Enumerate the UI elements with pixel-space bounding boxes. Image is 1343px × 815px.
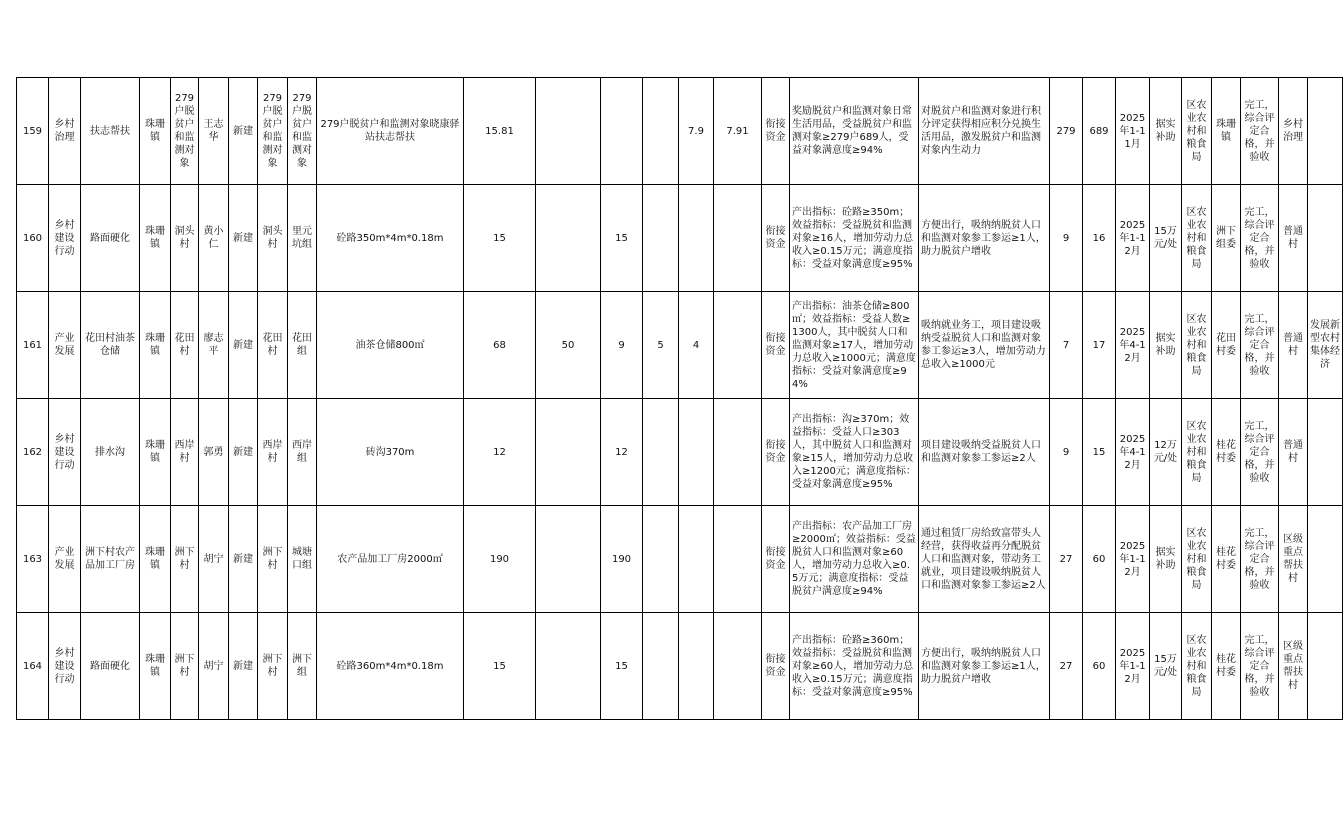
location-village-cell: 西岸村 (258, 399, 288, 506)
location-village-cell: 洞头村 (258, 185, 288, 292)
households-cell: 9 (1050, 185, 1083, 292)
location-village-cell: 洲下村 (258, 506, 288, 613)
performance-goal-cell: 奖励脱贫户和监测对象日常生活用品，受益脱贫户和监测对象≥279户689人，受益对象满意度≥94% (790, 78, 919, 185)
town-cell: 珠珊镇 (140, 185, 171, 292)
content-cell: 农产品加工厂房2000㎡ (317, 506, 464, 613)
village-cell: 洞头村 (171, 185, 199, 292)
village-type-cell: 普通村 (1279, 399, 1308, 506)
fund-cell-5: 7.91 (714, 78, 762, 185)
fund-cell-2: 15 (601, 613, 643, 720)
fund-cell-3: 5 (643, 292, 679, 399)
nature-cell: 新建 (229, 185, 258, 292)
content-cell: 砼路350m*4m*0.18m (317, 185, 464, 292)
category-cell: 产业发展 (49, 506, 81, 613)
project-table (16, 77, 1343, 720)
location-group-cell: 洲下组 (288, 613, 317, 720)
performance-goal-cell: 产出指标：砼路≥360m；效益指标：受益脱贫和监测对象≥60人，增加劳动力总收入≥0.15万元；满意度指标：受益对象满意度≥95% (790, 613, 919, 720)
fund-cell-1 (536, 506, 601, 613)
fund-cell-5 (714, 506, 762, 613)
fund-cell-3 (643, 399, 679, 506)
remark-cell (1308, 506, 1343, 613)
fund-cell-5 (714, 185, 762, 292)
category-cell: 乡村建设行动 (49, 399, 81, 506)
acceptance-cell: 完工，综合评定合格，并验收 (1241, 613, 1279, 720)
persons-cell: 17 (1083, 292, 1116, 399)
village-cell: 洲下村 (171, 613, 199, 720)
fund-cell-3 (643, 78, 679, 185)
benefit-mechanism-cell: 方便出行，吸纳纳脱贫人口和监测对象参工参运≥1人，助力脱贫户增收 (919, 613, 1050, 720)
row-number-cell: 161 (17, 292, 49, 399)
persons-cell: 689 (1083, 78, 1116, 185)
location-village-cell: 洲下村 (258, 613, 288, 720)
leader-cell: 廖志平 (199, 292, 229, 399)
content-cell: 砖沟370m (317, 399, 464, 506)
department-cell: 区农业农村和粮食局 (1182, 78, 1212, 185)
fund-cell-4 (679, 185, 714, 292)
persons-cell: 60 (1083, 506, 1116, 613)
table-row (17, 185, 1343, 292)
table-row (17, 292, 1343, 399)
benefit-mechanism-cell: 方便出行，吸纳纳脱贫人口和监测对象参工参运≥1人，助力脱贫户增收 (919, 185, 1050, 292)
table-row (17, 399, 1343, 506)
leader-cell: 黄小仁 (199, 185, 229, 292)
department-cell: 区农业农村和粮食局 (1182, 399, 1212, 506)
fund-cell-4: 4 (679, 292, 714, 399)
period-cell: 2025年1-12月 (1116, 613, 1150, 720)
total-investment-cell: 15 (464, 185, 536, 292)
location-village-cell: 花田村 (258, 292, 288, 399)
town-cell: 珠珊镇 (140, 506, 171, 613)
project-name-cell: 路面硬化 (81, 613, 140, 720)
total-investment-cell: 15 (464, 613, 536, 720)
acceptance-cell: 完工，综合评定合格，并验收 (1241, 292, 1279, 399)
fund-cell-2: 12 (601, 399, 643, 506)
town-cell: 珠珊镇 (140, 292, 171, 399)
project-name-cell: 路面硬化 (81, 185, 140, 292)
location-group-cell: 花田组 (288, 292, 317, 399)
village-cell: 279户脱贫户和监测对象 (171, 78, 199, 185)
project-name-cell: 花田村油茶仓储 (81, 292, 140, 399)
benefit-mechanism-cell: 项目建设吸纳受益脱贫人口和监测对象参工参运≥2人 (919, 399, 1050, 506)
location-group-cell: 里元坑组 (288, 185, 317, 292)
town-cell: 珠珊镇 (140, 78, 171, 185)
fund-source-cell: 衔接资金 (762, 78, 790, 185)
owner-cell: 桂花村委 (1212, 506, 1241, 613)
project-name-cell: 扶志帮扶 (81, 78, 140, 185)
department-cell: 区农业农村和粮食局 (1182, 185, 1212, 292)
table-row (17, 78, 1343, 185)
households-cell: 9 (1050, 399, 1083, 506)
fund-cell-1 (536, 613, 601, 720)
remark-cell (1308, 613, 1343, 720)
project-name-cell: 排水沟 (81, 399, 140, 506)
department-cell: 区农业农村和粮食局 (1182, 613, 1212, 720)
subsidy-standard-cell: 15万元/处 (1150, 613, 1182, 720)
fund-cell-1: 50 (536, 292, 601, 399)
leader-cell: 胡宁 (199, 613, 229, 720)
fund-cell-2: 190 (601, 506, 643, 613)
table-row (17, 506, 1343, 613)
fund-cell-5 (714, 399, 762, 506)
fund-source-cell: 衔接资金 (762, 506, 790, 613)
subsidy-standard-cell: 12万元/处 (1150, 399, 1182, 506)
fund-cell-1 (536, 399, 601, 506)
performance-goal-cell: 产出指标：沟≥370m；效益指标：受益人口≥303人，其中脱贫人口和监测对象≥15人，增加劳动力总收入≥1200元；满意度指标：受益对象满意度≥95% (790, 399, 919, 506)
leader-cell: 王志华 (199, 78, 229, 185)
acceptance-cell: 完工，综合评定合格，并验收 (1241, 78, 1279, 185)
village-type-cell: 区级重点帮扶村 (1279, 613, 1308, 720)
content-cell: 油茶仓储800㎡ (317, 292, 464, 399)
nature-cell: 新建 (229, 613, 258, 720)
fund-source-cell: 衔接资金 (762, 292, 790, 399)
fund-cell-2: 9 (601, 292, 643, 399)
owner-cell: 花田村委 (1212, 292, 1241, 399)
location-group-cell: 279户脱贫户和监测对象 (288, 78, 317, 185)
subsidy-standard-cell: 据实补助 (1150, 292, 1182, 399)
fund-cell-4 (679, 399, 714, 506)
benefit-mechanism-cell: 通过租赁厂房给致富带头人经营，获得收益再分配脱贫人口和监测对象，带动务工就业，项目建设吸纳脱贫人口和监测对象参工参运≥2人 (919, 506, 1050, 613)
category-cell: 乡村建设行动 (49, 613, 81, 720)
village-type-cell: 普通村 (1279, 185, 1308, 292)
subsidy-standard-cell: 据实补助 (1150, 506, 1182, 613)
total-investment-cell: 12 (464, 399, 536, 506)
owner-cell: 桂花村委 (1212, 399, 1241, 506)
owner-cell: 洲下组委 (1212, 185, 1241, 292)
project-name-cell: 洲下村农产品加工厂房 (81, 506, 140, 613)
remark-cell (1308, 78, 1343, 185)
leader-cell: 胡宁 (199, 506, 229, 613)
category-cell: 产业发展 (49, 292, 81, 399)
acceptance-cell: 完工，综合评定合格，并验收 (1241, 185, 1279, 292)
location-group-cell: 西岸组 (288, 399, 317, 506)
fund-cell-1 (536, 185, 601, 292)
households-cell: 27 (1050, 613, 1083, 720)
owner-cell: 珠珊镇 (1212, 78, 1241, 185)
fund-cell-1 (536, 78, 601, 185)
row-number-cell: 159 (17, 78, 49, 185)
households-cell: 7 (1050, 292, 1083, 399)
period-cell: 2025年4-12月 (1116, 292, 1150, 399)
fund-cell-2: 15 (601, 185, 643, 292)
benefit-mechanism-cell: 吸纳就业务工，项目建设吸纳受益脱贫人口和监测对象参工参运≥3人，增加劳动力总收入≥1000元 (919, 292, 1050, 399)
performance-goal-cell: 产出指标：砼路≥350m；效益指标：受益脱贫和监测对象≥16人，增加劳动力总收入≥0.15万元；满意度指标：受益对象满意度≥95% (790, 185, 919, 292)
department-cell: 区农业农村和粮食局 (1182, 292, 1212, 399)
persons-cell: 60 (1083, 613, 1116, 720)
content-cell: 砼路360m*4m*0.18m (317, 613, 464, 720)
fund-cell-5 (714, 613, 762, 720)
acceptance-cell: 完工，综合评定合格，并验收 (1241, 399, 1279, 506)
subsidy-standard-cell: 15万元/处 (1150, 185, 1182, 292)
fund-source-cell: 衔接资金 (762, 185, 790, 292)
fund-cell-3 (643, 506, 679, 613)
performance-goal-cell: 产出指标：农产品加工厂房≥2000㎡；效益指标：受益脱贫人口和监测对象≥60人，增加劳动力总收入≥0.5万元；满意度指标：受益脱贫户满意度≥94% (790, 506, 919, 613)
fund-cell-4: 7.9 (679, 78, 714, 185)
period-cell: 2025年1-12月 (1116, 185, 1150, 292)
benefit-mechanism-cell: 对脱贫户和监测对象进行积分评定获得相应积分兑换生活用品，激发脱贫户和监测对象内生动力 (919, 78, 1050, 185)
table-row (17, 613, 1343, 720)
nature-cell: 新建 (229, 399, 258, 506)
fund-cell-5 (714, 292, 762, 399)
fund-cell-2 (601, 78, 643, 185)
village-type-cell: 区级重点帮扶村 (1279, 506, 1308, 613)
period-cell: 2025年1-12月 (1116, 506, 1150, 613)
total-investment-cell: 15.81 (464, 78, 536, 185)
village-cell: 洲下村 (171, 506, 199, 613)
households-cell: 27 (1050, 506, 1083, 613)
department-cell: 区农业农村和粮食局 (1182, 506, 1212, 613)
location-group-cell: 城塘口组 (288, 506, 317, 613)
category-cell: 乡村建设行动 (49, 185, 81, 292)
village-type-cell: 乡村治理 (1279, 78, 1308, 185)
households-cell: 279 (1050, 78, 1083, 185)
leader-cell: 郭勇 (199, 399, 229, 506)
location-village-cell: 279户脱贫户和监测对象 (258, 78, 288, 185)
content-cell: 279户脱贫户和监测对象晓康驿站扶志帮扶 (317, 78, 464, 185)
village-type-cell: 普通村 (1279, 292, 1308, 399)
nature-cell: 新建 (229, 292, 258, 399)
fund-cell-3 (643, 185, 679, 292)
remark-cell (1308, 185, 1343, 292)
remark-cell (1308, 399, 1343, 506)
nature-cell: 新建 (229, 78, 258, 185)
village-cell: 花田村 (171, 292, 199, 399)
town-cell: 珠珊镇 (140, 399, 171, 506)
persons-cell: 16 (1083, 185, 1116, 292)
fund-source-cell: 衔接资金 (762, 399, 790, 506)
category-cell: 乡村治理 (49, 78, 81, 185)
nature-cell: 新建 (229, 506, 258, 613)
row-number-cell: 163 (17, 506, 49, 613)
acceptance-cell: 完工，综合评定合格，并验收 (1241, 506, 1279, 613)
period-cell: 2025年4-12月 (1116, 399, 1150, 506)
row-number-cell: 164 (17, 613, 49, 720)
village-cell: 西岸村 (171, 399, 199, 506)
subsidy-standard-cell: 据实补助 (1150, 78, 1182, 185)
total-investment-cell: 190 (464, 506, 536, 613)
period-cell: 2025年1-11月 (1116, 78, 1150, 185)
fund-cell-4 (679, 613, 714, 720)
fund-cell-4 (679, 506, 714, 613)
fund-cell-3 (643, 613, 679, 720)
fund-source-cell: 衔接资金 (762, 613, 790, 720)
row-number-cell: 160 (17, 185, 49, 292)
owner-cell: 桂花村委 (1212, 613, 1241, 720)
remark-cell: 发展新型农村集体经济 (1308, 292, 1343, 399)
town-cell: 珠珊镇 (140, 613, 171, 720)
total-investment-cell: 68 (464, 292, 536, 399)
persons-cell: 15 (1083, 399, 1116, 506)
performance-goal-cell: 产出指标：油茶仓储≥800㎡；效益指标：受益人数≥1300人，其中脱贫人口和监测对象≥17人，增加劳动力总收入≥1000元；满意度指标：受益对象满意度≥94% (790, 292, 919, 399)
row-number-cell: 162 (17, 399, 49, 506)
